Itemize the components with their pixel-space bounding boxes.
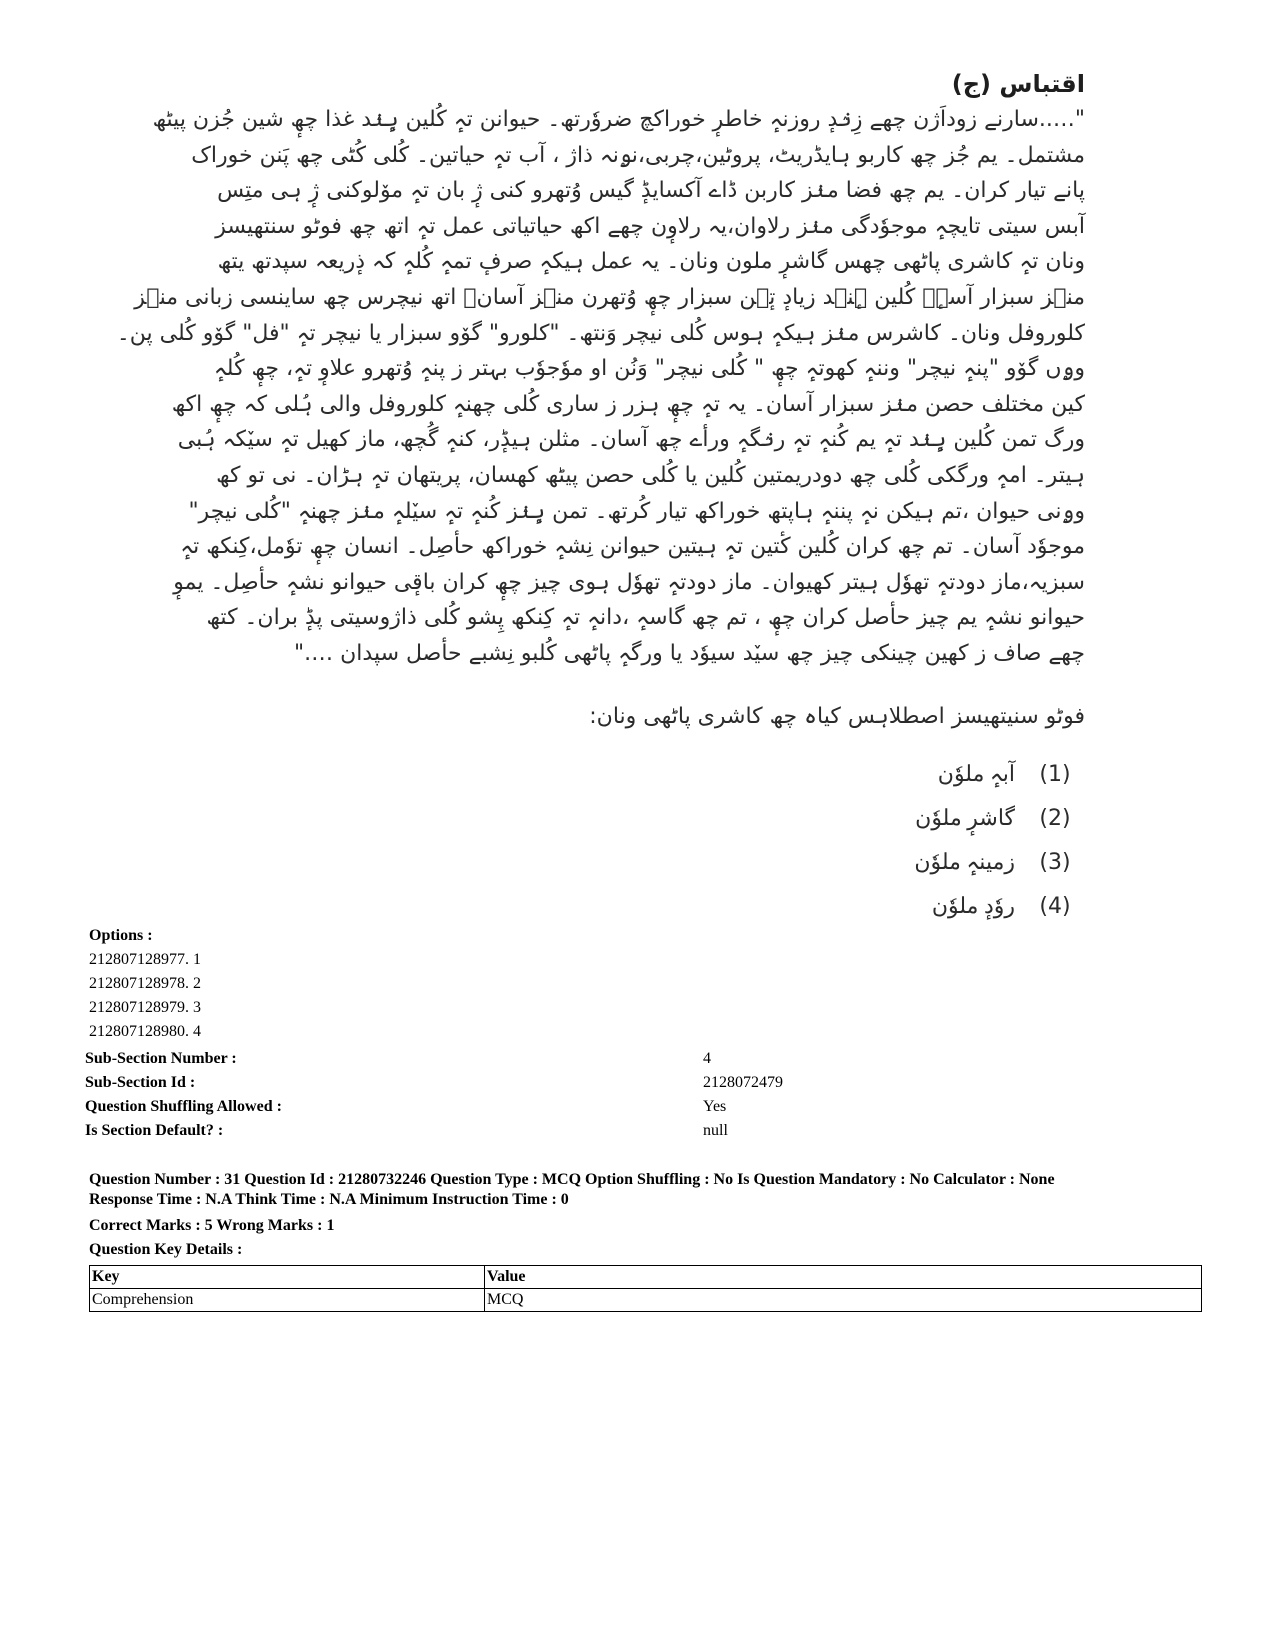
- table-row: [90, 1289, 1202, 1312]
- choice-number: (2): [1039, 805, 1071, 831]
- choice-number: (4): [1039, 893, 1071, 919]
- choice-text: آبہٕ ملوٗن: [937, 761, 1015, 786]
- passage-line: "…..سارنے زوداَژن چھے زِنٛدٕ روزنہٕ خاطرٕ خوراکچ ضروٗرتھ۔ حیوانن تہٕ کُلین ہٕنٛد غذا چھٕ شین جُزن پیٹھ: [152, 107, 1085, 132]
- passage-line: وۄنی حیوان ،تم ہیکن نہٕ پننہٕ ہاپتھ خوراکھ تیار کُرتھ۔ تمن ہٕنٛز کُنہٕ تہٕ سیٚلہٕ منٛز چھنہٕ "کُلی نیچر": [188, 498, 1085, 524]
- passage-line: پانے تیار کران۔ یم چھ فضا منٛز کاربن ڈاے آکسایڈٕ گیس وُتھرو کنی ژٕ بان تہٕ مۆلوکنی ژٕ ہی متِس: [217, 178, 1085, 204]
- choice-number: (3): [1039, 849, 1071, 875]
- table-header-row: [90, 1266, 1202, 1289]
- passage-line: سبزیہ،ماز دودتہٕ تھوٗل ہیتر کھیوان۔ ماز دودتہٕ تھوٗل ہوی چیز چھٕ کران باقٕی حیوانو نشہٕ حأصِل۔ یموٕ: [173, 569, 1085, 595]
- choice-3: [685, 840, 1085, 884]
- passage-line: چھے صاف ز کھین چینکی چیز چھ سیٚد سیوٗد یا ورگہٕ پاٹھی کُلبو نِشبے حأصل سپدان ….": [294, 640, 1085, 666]
- options-heading: Options :: [89, 927, 153, 944]
- question-meta-line2: Response Time : N.A Think Time : N.A Minimum Instruction Time : 0: [89, 1191, 569, 1208]
- passage-line: مشتمل۔ یم جُز چھ کاربو ہایڈریٹ، پروٹین،چربی،نۄنہ ذاژ ، آب تہٕ حیاتین۔ کُلی کُٹی چھ پَنن خوراک: [191, 142, 1085, 168]
- option-item: 212807128978. 2: [89, 975, 201, 992]
- passage-line: وۄں گۆو "پنہٕ نیچر" وننہٕ کھوتہٕ چھٕ " کُلی نیچر" وَنُن او موٗجوٗب بہتر ز پنہٕ وُتھرو علاوٕ تہٕ، چھٕ کُلہٕ: [213, 356, 1085, 382]
- subsection-id-label: Sub-Section Id :: [85, 1074, 196, 1091]
- passage-line: ونان تہٕ کاشری پاٹھی چھس گاشرٕ ملون ونان۔ یہ عمل ہیکہٕ صرفٕ تمہٕ کُلہٕ کہ ذٕریعہ سپدتھ یتھ: [217, 249, 1085, 275]
- passage-image: [95, 62, 1085, 930]
- section-default-label: Is Section Default? :: [85, 1122, 224, 1139]
- passage-line: کین مختلف حصن منٛز سبزار آسان۔ یہ تہٕ چھٕ ہزر ز ساری کُلی چھنہٕ کلوروفل والی ہُلی کہ چھٕ اکھ: [171, 391, 1085, 417]
- passage-body: [95, 102, 1085, 672]
- question-meta-line1: Question Number : 31 Question Id : 21280732246 Question Type : MCQ Option Shuffling : No Is Question Mandatory : No Calculator : None: [89, 1171, 1055, 1188]
- section-default-value: null: [703, 1122, 728, 1139]
- passage-line: کلوروفل ونان۔ کاشرس منٛز ہیکہٕ ہوس کُلی نیچر وَنتھ۔ "کلورو" گۆو سبزار یا نیچر تہٕ "فل" گۆو کُلی پن۔: [116, 320, 1085, 346]
- choice-1: [685, 752, 1085, 796]
- answer-choices: [685, 752, 1085, 928]
- passage-line: ورگ تمن کُلین ہٕنٛد تہٕ یم کُنہٕ تہٕ رنٛگہٕ ورأے چھ آسان۔ مثلن ہیڈٕر، کنہٕ گُچھ، ماز کھیل تہٕ سیٚکہ ہُبی: [177, 427, 1085, 453]
- passage-line: آبس سیتی تایچہٕ موجوٗدگی منٛز رلاوان،یہ رلاوٕن چھے اکھ حیاتیاتی عمل تہٕ اتھ چھ فوٹو سنتھیسز: [215, 213, 1085, 239]
- subsection-number-value: 4: [703, 1050, 711, 1067]
- choice-text: روٗدٕ ملوٗن: [931, 893, 1015, 918]
- table-cell: MCQ: [485, 1289, 1202, 1312]
- table-header-cell: Key: [90, 1266, 485, 1289]
- passage-line: منٛز سبزار آسہٕ۔ کُلین ہٕنٛد زیادٕ تٕہن سبزار چھٕ وُتھرن منٛز آسان۔ اتھ نیچرس چھ ساینسی زبانی منٛز: [134, 284, 1085, 310]
- choice-number: (1): [1039, 761, 1071, 787]
- table-header-cell: Value: [485, 1266, 1202, 1289]
- choice-4: [685, 884, 1085, 928]
- choice-2: [685, 796, 1085, 840]
- shuffle-value: Yes: [703, 1098, 727, 1115]
- option-item: 212807128979. 3: [89, 999, 201, 1016]
- passage-title: اقتباس (ج): [951, 70, 1085, 98]
- passage-line: حیوانو نشہٕ یم چیز حأصل کران چھٕ ، تم چھ گاسہٕ ،دانہٕ تہٕ کِنکھ پِشو کُلی ذاژوسیتی پڈٕ بران۔ کتھ: [206, 605, 1085, 631]
- passage-line: موجوٗد آسان۔ تم چھ کران کُلین کٔتین تہٕ ہیتین حیوانن نِشہٕ خوراکھ حأصِل۔ انسان چھٕ توٗمل،کِنکھ تہٕ: [180, 534, 1085, 560]
- choice-text: زمینہٕ ملوٗن: [914, 849, 1015, 874]
- key-details-heading: Question Key Details :: [89, 1241, 243, 1258]
- subsection-id-value: 2128072479: [703, 1074, 783, 1091]
- option-item: 212807128980. 4: [89, 1023, 201, 1040]
- marks-line: Correct Marks : 5 Wrong Marks : 1: [89, 1217, 335, 1234]
- key-table: [89, 1265, 1202, 1312]
- passage-line: ہیتر۔ امہٕ ورگکی کُلی چھ دودریمتین کُلین یا کُلی حصن پیٹھ کھسان، پریتھان تہٕ ہڑان۔ نی تو کھ: [216, 462, 1085, 488]
- subsection-number-label: Sub-Section Number :: [85, 1050, 237, 1067]
- question-text: فوٹو سنیتھیسز اصطلاہس کیاہ چھ کاشری پاٹھی ونان:: [589, 704, 1085, 729]
- table-cell: Comprehension: [90, 1289, 485, 1312]
- shuffle-label: Question Shuffling Allowed :: [85, 1098, 282, 1115]
- option-item: 212807128977. 1: [89, 951, 201, 968]
- choice-text: گاشرٕ ملوٗن: [915, 805, 1015, 830]
